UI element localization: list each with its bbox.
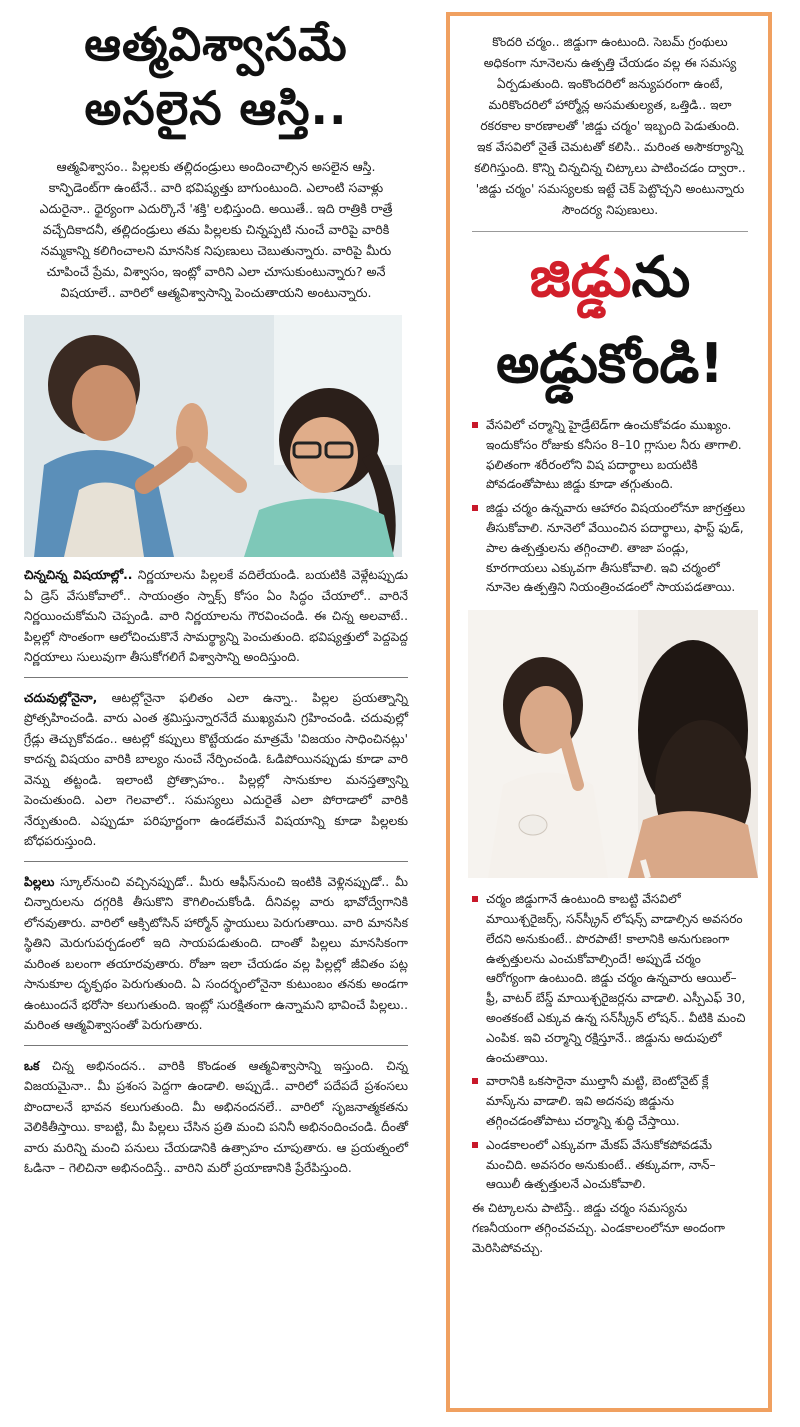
right-closing: ఈ చిట్కాలను పాటిస్తే.. జిడ్డు చర్మం సమస్యను గణనీయంగా తగ్గించవచ్చు. ఎండకాలంలోనూ అందంగా మెరిసిపోవచ్చు. bbox=[472, 1201, 726, 1255]
left-headline-line2: అసలైన ఆస్తి.. bbox=[84, 81, 348, 135]
tip-text: వేసవిలో చర్మాన్ని హైడ్రేటెడ్‌గా ఉంచుకోవడం ముఖ్యం. ఇందుకోసం రోజుకు కనీసం 8–10 గ్లాసుల నీరు తాగాలి. ఫలితంగా శరీరంలోని విష పదార్థాలు బయటికి పోవడంతోపాటు జిడ్డు కూడా తగ్గుతుంది. bbox=[486, 418, 742, 492]
section-lead: ఒక bbox=[24, 1058, 40, 1073]
section-lead: చదువుల్లోనైనా, bbox=[24, 690, 98, 705]
left-headline-line1: ఆత్మవిశ్వాసమే bbox=[84, 17, 348, 71]
tip-text: చర్మం జిడ్డుగానే ఉంటుంది కాబట్టి వేసవిలో మాయిశ్చరైజర్స్, సన్‌స్క్రీన్ లోషన్స్ వాడాల్సిన అవసరం లేదని అనుకుంటే.. పొరపాటే! కాలానికి అనుగుణంగా ఉత్పత్తులను ఎంచుకోవాల్సిందే! అప్పుడే చర్మం ఆరోగ్యంగా ఉంటుంది. జిడ్డు చర్మం ఉన్నవారు ఆయిల్–ఫ్రీ, వాటర్ బేస్డ్ మాయిశ్చరైజర్లను వాడాలి. ఎస్పీఎఫ్ 30, అంతకంటే ఎక్కువ ఉన్న సన్‌స్క్రీన్ లోషన్.. వీటికి మంచి ఎంపిక. ఇవి చర్మాన్ని రక్షిస్తూనే.. జిడ్డును అదుపులో ఉంచుతాయి. bbox=[486, 892, 746, 1065]
list-item bbox=[472, 416, 748, 495]
list-item bbox=[472, 499, 748, 598]
list-item bbox=[472, 1072, 748, 1131]
section-text: ఆటల్లోనైనా ఫలితం ఎలా ఉన్నా.. పిల్లల ప్రయత్నాన్ని ప్రోత్సహించండి. వారు ఎంత శ్రమిస్తున్నారనేదే ముఖ్యమని గ్రహించండి. చదువుల్లో గ్రేడ్లు తెచ్చుకోవడం.. ఆటల్లో కప్పులు కొట్టేయడం మాత్రమే 'విజయం సాధించినట్లు' కాదన్న విషయం వారికి బాల్యం నుంచే నేర్పించండి. ఓడిపోయినప్పుడు కూడా వారి వెన్ను తట్టండి. ఇలాంటి ప్రోత్సాహం.. పిల్లల్లో సానుకూల మనస్తత్వాన్ని పెంచుతుంది. ఎలా గెలవాలో.. సమస్యలు ఎదురైతే ఎలా పోరాడాలో వారికి నేర్పుతుంది. ఎప్పుడూ పరిపూర్ణంగా ఉండలేమనే విషయాన్ని కూడా పిల్లలకు బోధపరుస్తుంది. bbox=[24, 690, 408, 848]
right-headline-suffix: ను bbox=[631, 245, 691, 310]
divider bbox=[24, 1045, 408, 1046]
section-encourage-effort bbox=[24, 688, 408, 852]
divider bbox=[472, 231, 748, 232]
right-headline-red-word: జిడ్డు bbox=[529, 245, 632, 310]
section-text: స్కూల్‌నుంచి వచ్చినప్పుడో.. మీరు ఆఫీస్‌నుంచి ఇంటికి వెళ్లినప్పుడో.. మీ చిన్నారులను దగ్గరికి తీసుకొని కౌగిలించుకోండి. దీనివల్ల వారు భావోద్వేగానికి లోనవుతారు. వారిలో ఆక్సిటోసిన్ హార్మోన్ స్థాయులు పెరుగుతాయి. వారి మానసిక స్థితిని మెరుగుపర్చడంలో ఇది సాయపడుతుంది. దాంతో పిల్లలు మానసికంగా మరింత బలంగా తయారవుతారు. రోజూ ఇలా చేయడం వల్ల పిల్లల్లో జీవితం పట్ల సానుకూల దృక్పథం పెరుగుతుంది. ఏ సందర్భంలోనైనా కుటుంబం తనకు అండగా ఉంటుందనే భరోసా కలుగుతుంది. ఇంట్లో సురక్షితంగా ఉన్నామని భావించే పిల్లలు.. మరింత ఆత్మవిశ్వాసంతో పెరుగుతారు. bbox=[24, 874, 408, 1032]
tips-list-top bbox=[472, 416, 748, 598]
bullet-square-icon bbox=[472, 896, 478, 902]
divider bbox=[24, 677, 408, 678]
bullet-square-icon bbox=[472, 422, 478, 428]
list-item bbox=[472, 890, 748, 1068]
section-hug-children bbox=[24, 872, 408, 1036]
right-headline-line2: అడ్డుకోండి! bbox=[496, 332, 724, 395]
tip-text: వారానికి ఒకసారైనా ముల్తానీ మట్టి, బెంటోనైట్ క్లే మాస్క్‌ను వాడాలి. ఇవి అదనపు జిడ్డును తగ్గించడంతోపాటు చర్మాన్ని శుద్ధి చేస్తాయి. bbox=[486, 1074, 709, 1128]
section-small-decisions bbox=[24, 565, 408, 668]
tips-list-bottom bbox=[472, 890, 748, 1195]
left-intro: ఆత్మవిశ్వాసం.. పిల్లలకు తల్లిదండ్రులు అందించాల్సిన అసలైన ఆస్తి. కాన్ఫిడెంట్‌గా ఉంటేనే.. వారి భవిష్యత్తు బాగుంటుంది. ఎలాంటి సవాళ్లు ఎదురైనా.. ధైర్యంగా ఎదుర్కొనే 'శక్తి' లభిస్తుంది. అయితే.. ఇది రాత్రికి రాత్రే వచ్చేదికాదనీ, తల్లిదండ్రులు తమ పిల్లలకు చిన్నప్పటి నుంచే వారిపై వారికి నమ్మకాన్ని కలిగించాలని మానసిక నిపుణులు చెబుతున్నారు. వారిపై మీరు చూపించే ప్రేమ, విశ్వాసం, ఇంట్లో వారిని ఎలా చూసుకుంటున్నారు? అనే విషయాలే.. వారిలో ఆత్మవిశ్వాసాన్ని పెంచుతాయని అంటున్నారు. bbox=[39, 159, 393, 300]
divider bbox=[24, 861, 408, 862]
left-headline bbox=[24, 12, 408, 140]
woman-mirror-skincare-photo bbox=[468, 610, 758, 878]
right-article-box bbox=[446, 12, 772, 1412]
photo-illustration bbox=[468, 610, 758, 878]
bullet-square-icon bbox=[472, 505, 478, 511]
section-appreciation bbox=[24, 1056, 408, 1179]
section-lead: పిల్లలు bbox=[24, 874, 55, 889]
section-lead: చిన్నచిన్న విషయాల్లో.. bbox=[24, 568, 133, 582]
bullet-square-icon bbox=[472, 1078, 478, 1084]
right-intro: కొందరి చర్మం.. జిడ్డుగా ఉంటుంది. సెబమ్ గ్రంథులు అధికంగా నూనెలను ఉత్పత్తి చేయడం వల్ల ఈ సమస్య ఏర్పడుతుంది. ఇంకొందరిలో జన్యుపరంగా ఉంటే, మరికొందరిలో హార్మోన్ల అసమతుల్యత, ఒత్తిడి.. ఇలా రకరకాల కారణాలతో 'జిడ్డు చర్మం' ఇబ్బంది పెడుతుంది. ఇక వేసవిలో నైతే చెమటతో కలిసి.. మరింత అసౌకర్యాన్ని కలిగిస్తుంది. కొన్ని చిన్నచిన్న చిట్కాలు పాటించడం ద్వారా.. 'జిడ్డు చర్మం' సమస్యలకు ఇట్టే చెక్ పెట్టొచ్చని అంటున్నారు సౌందర్య నిపుణులు. bbox=[474, 35, 746, 217]
right-headline bbox=[472, 240, 748, 402]
tip-text: ఎండకాలంలో ఎక్కువగా మేకప్ వేసుకోకపోవడమే మంచిది. అవసరం అనుకుంటే.. తక్కువగా, నాన్–ఆయిలీ ఉత్పత్తులనే ఎంచుకోవాలి. bbox=[486, 1137, 716, 1192]
left-article bbox=[24, 12, 408, 1179]
section-text: నిర్ణయాలను పిల్లలకే వదిలేయండి. బయటికి వెళ్లేటప్పుడు ఏ డ్రెస్ వేసుకోవాలో.. సాయంత్రం స్నాక్స్ కోసం ఏం సిద్ధం చేయాలో.. వారినే నిర్ణయించుకోమని చెప్పండి. వారి నిర్ణయాలను గౌరవించండి. ఈ చిన్న అలవాటే.. పిల్లల్లో సొంతంగా ఆలోచించుకొనే సామర్థ్యాన్ని పెంచుతుంది. భవిష్యత్తులో పెద్దపెద్ద నిర్ణయాలు సులువుగా తీసుకోగలిగే విశ్వాసాన్ని అందిస్తుంది. bbox=[24, 568, 409, 664]
mother-daughter-high-five-photo bbox=[24, 315, 402, 557]
bullet-square-icon bbox=[472, 1142, 478, 1148]
list-item bbox=[472, 1136, 748, 1195]
tip-text: జిడ్డు చర్మం ఉన్నవారు ఆహారం విషయంలోనూ జాగ్రత్తలు తీసుకోవాలి. నూనెలో వేయించిన పదార్థాలు, ఫాస్ట్ ఫుడ్, పాల ఉత్పత్తులను తగ్గించాలి. తాజా పండ్లు, కూరగాయలు ఎక్కువగా తీసుకోవాలి. ఇవి చర్మంలో నూనెల ఉత్పత్తిని నియంత్రించడంలో సాయపడతాయి. bbox=[486, 501, 746, 595]
photo-illustration bbox=[24, 315, 402, 557]
section-text: చిన్న అభినందన.. వారికి కొండంత ఆత్మవిశ్వాసాన్ని ఇస్తుంది. చిన్న విజయమైనా.. మీ ప్రశంస పెద్దగా ఉండాలి. అప్పుడే.. వారిలో పదేపదే ప్రశంసలు పొందాలనే భావన కలుగుతుంది. మీ అభినందనలే.. వారిలో సృజనాత్మకతను వెలికితీస్తాయి. కాబట్టి, మీ పిల్లలు చేసిన ప్రతి మంచి పనినీ అభినందించండి. దీంతో వారు మరిన్ని మంచి పనులు చేయడానికి ఉత్సాహం చూపుతారు. ఆ ప్రయత్నంలో ఓడినా – గెలిచినా అభినందిస్తే.. వారిని మరో ప్రయాణానికి ప్రేరేపిస్తుంది. bbox=[24, 1058, 408, 1175]
